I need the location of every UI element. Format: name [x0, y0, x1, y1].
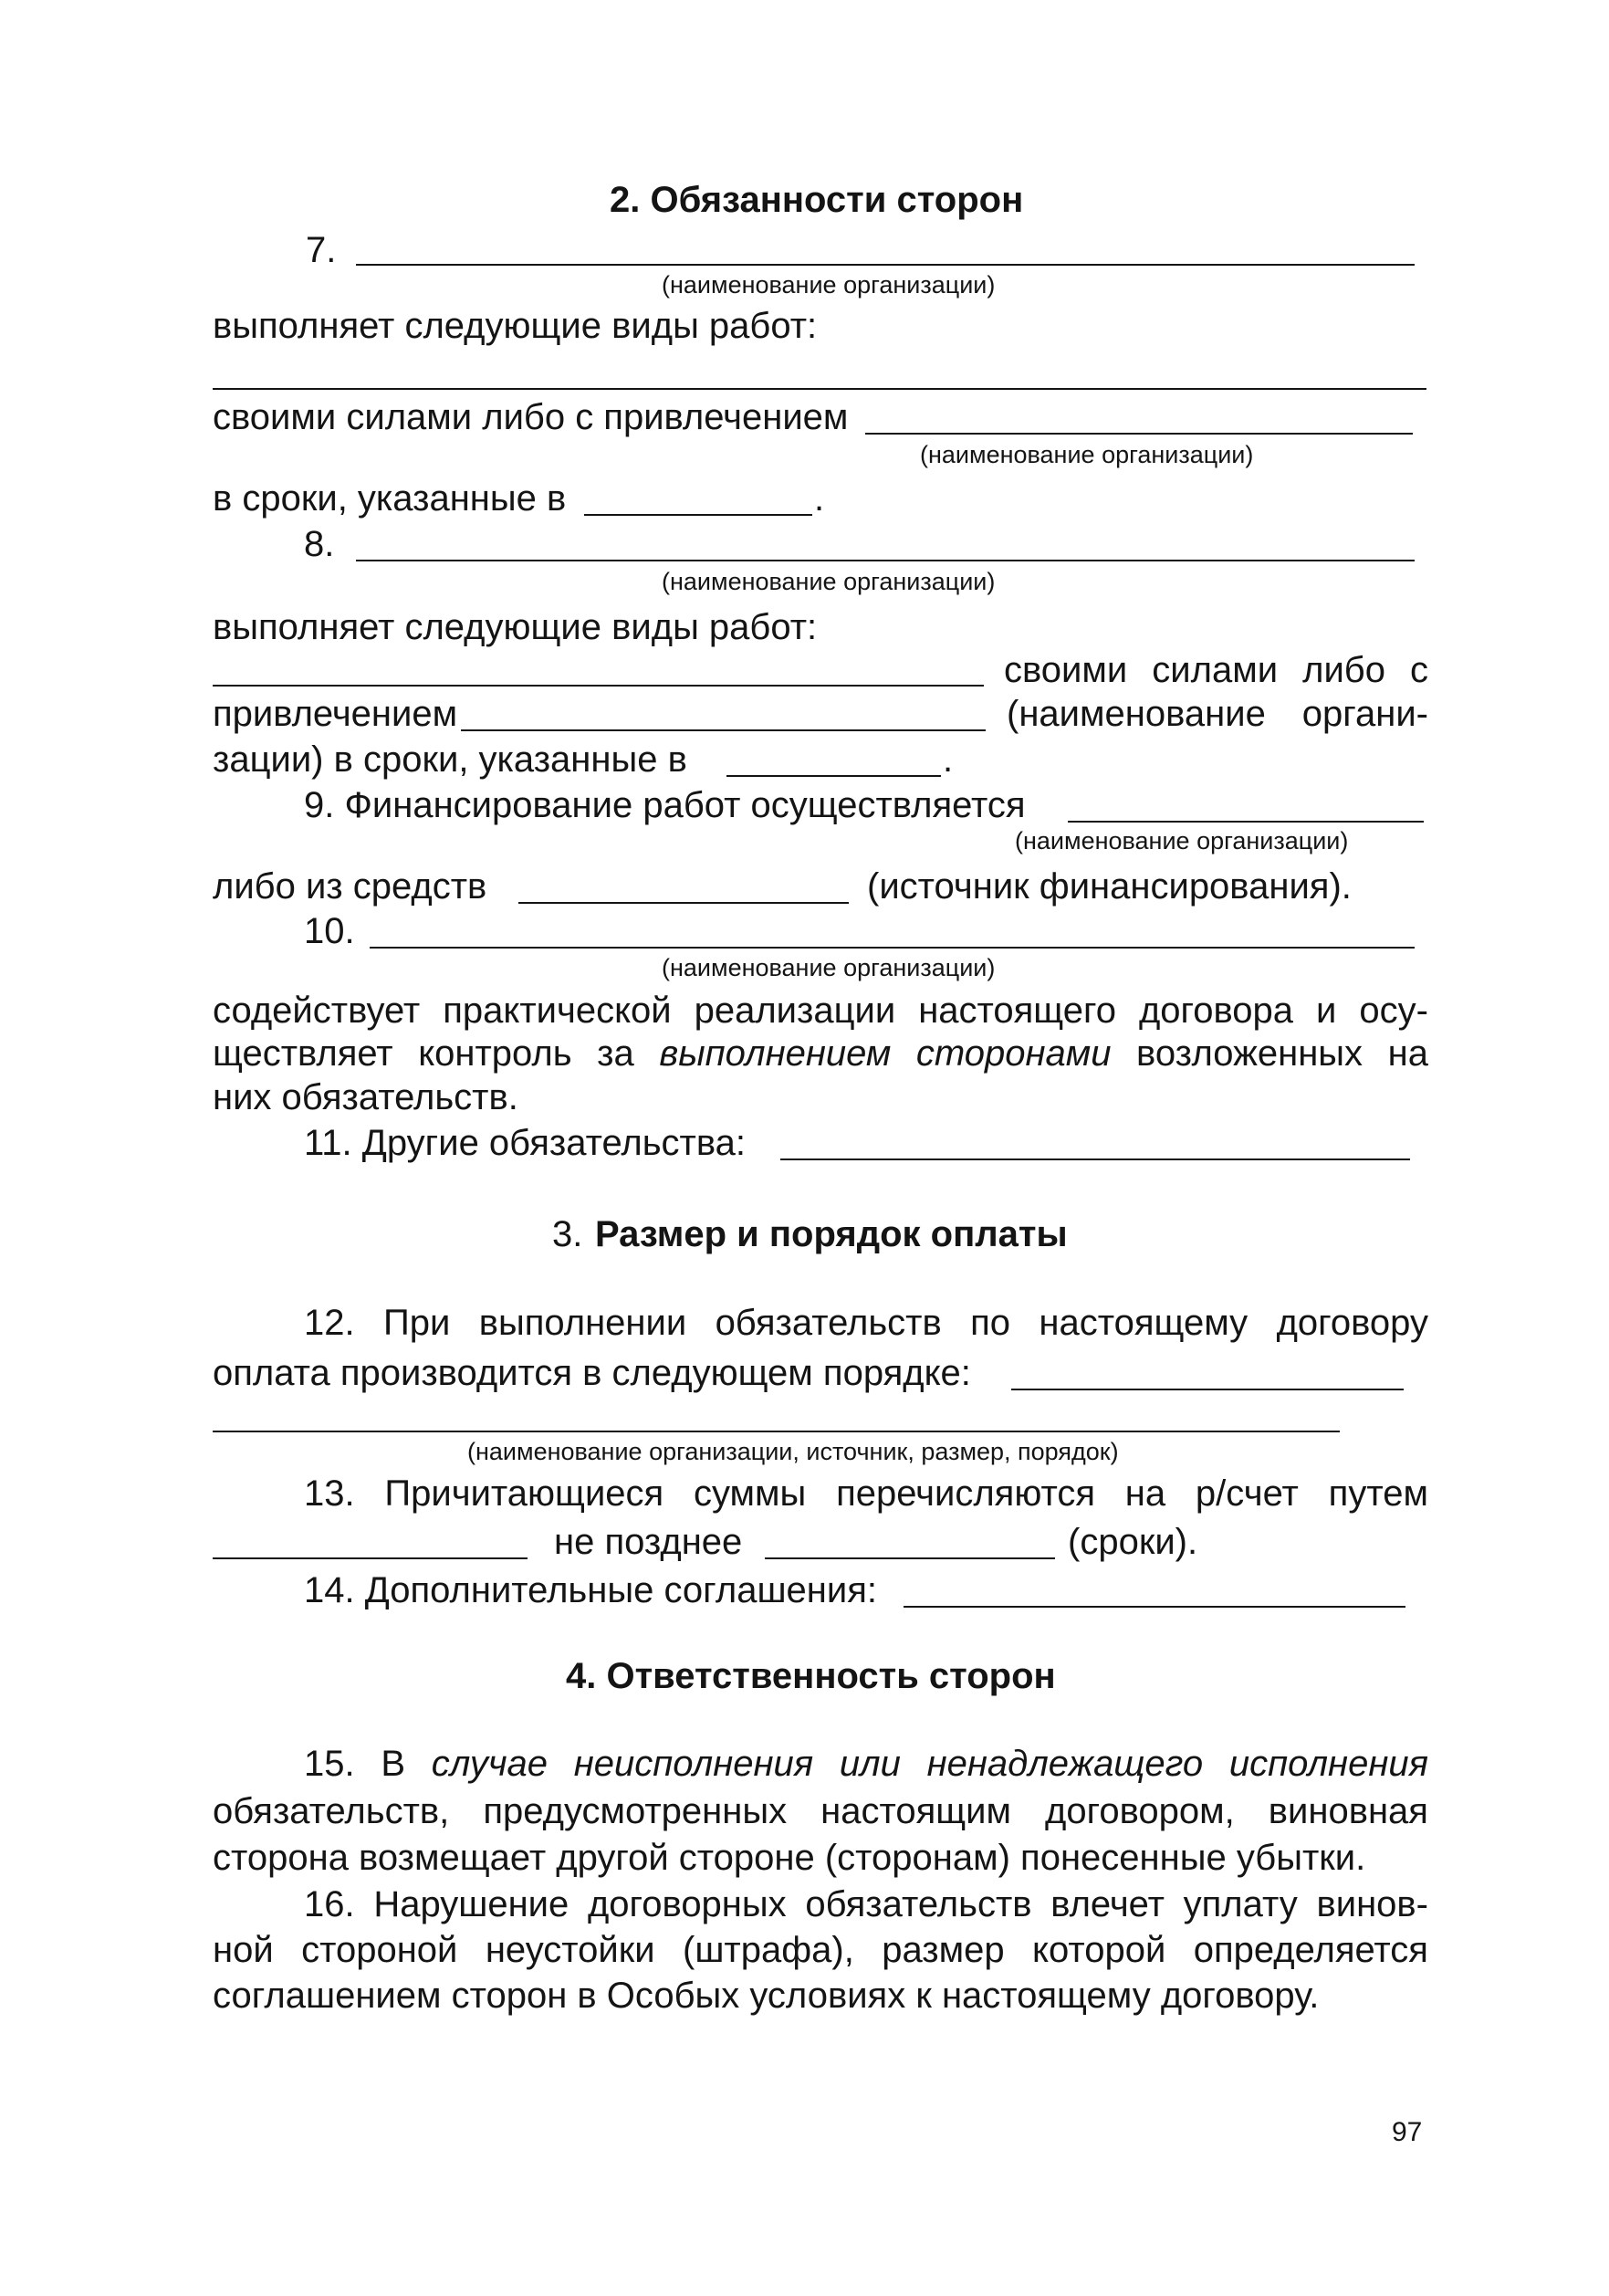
word: выполнении — [478, 1303, 687, 1343]
word: контроль — [418, 1033, 572, 1074]
word: влечет — [1050, 1884, 1165, 1924]
word: Нарушение — [373, 1884, 569, 1924]
item-14-blank — [904, 1606, 1405, 1608]
word: (штрафа), — [683, 1930, 854, 1970]
word: осу- — [1359, 991, 1428, 1031]
item-13-deadline-blank — [765, 1557, 1055, 1559]
word: р/счет — [1195, 1473, 1299, 1514]
word: виновная — [1268, 1791, 1428, 1831]
item-11-blank — [780, 1158, 1410, 1160]
word: размер — [882, 1930, 1005, 1970]
word: с — [1410, 650, 1428, 690]
word: договору — [1276, 1303, 1428, 1343]
item-13-text-2: не позднее — [554, 1522, 743, 1562]
item-9-org-blank — [1068, 821, 1424, 823]
section-2-title: 2. Обязанности сторон — [610, 180, 1024, 220]
word: исполнения — [1228, 1744, 1428, 1784]
item-10-number: 10. — [304, 911, 355, 951]
word: стороной — [301, 1930, 458, 1970]
word: неустойки — [485, 1930, 655, 1970]
item-8-org-blank — [356, 560, 1415, 561]
word: определяется — [1193, 1930, 1428, 1970]
item-13-method-blank — [213, 1557, 528, 1559]
word: 13. — [304, 1473, 355, 1514]
item-13-line-1 — [304, 1472, 1428, 1515]
item-15-line-1 — [304, 1742, 1428, 1786]
item-16-line-2 — [213, 1928, 1428, 1972]
item-16-line-1 — [304, 1882, 1428, 1926]
section-3-title: Размер и порядок оплаты — [595, 1214, 1068, 1254]
word: и — [1316, 991, 1337, 1031]
word: 15. — [304, 1744, 355, 1784]
item-8-text-2: привлечением — [213, 694, 458, 734]
section-3-number: 3. — [552, 1214, 583, 1254]
item-8-text-1: выполняет следующие виды работ: — [213, 607, 818, 647]
word: настоящему — [1039, 1303, 1249, 1343]
item-16-text-3: соглашением сторон в Особых условиях к настоящему договору. — [213, 1976, 1320, 2016]
item-12-order-blank — [1011, 1389, 1404, 1390]
word: обязательств — [715, 1303, 942, 1343]
item-12-text-2: оплата производится в следующем порядке: — [213, 1353, 971, 1393]
item-9-text-1: 9. Финансирование работ осуществляется — [304, 785, 1026, 825]
item-7-text-3: в сроки, указанные в — [213, 478, 567, 519]
item-12-line-1 — [304, 1301, 1428, 1345]
item-7-terms-blank — [584, 514, 812, 516]
word: суммы — [693, 1473, 807, 1514]
word: или — [839, 1744, 901, 1784]
item-7-caption: (наименование организации) — [662, 271, 996, 299]
item-8-works-blank — [213, 685, 984, 687]
word: обязательств — [805, 1884, 1032, 1924]
word: своими — [1004, 650, 1128, 690]
item-7-org-blank — [356, 264, 1415, 266]
word: предусмотренных — [483, 1791, 788, 1831]
word: неисполнения — [573, 1744, 814, 1784]
word: на — [1124, 1473, 1166, 1514]
word: уплату — [1183, 1884, 1298, 1924]
word: на — [1387, 1033, 1428, 1074]
item-7-text-1: выполняет следующие виды работ: — [213, 306, 818, 346]
item-12-caption: (наименование организации, источник, размер, порядок) — [467, 1438, 1119, 1465]
item-14-text: 14. Дополнительные соглашения: — [304, 1570, 878, 1610]
word: настоящего — [918, 991, 1116, 1031]
word: которой — [1032, 1930, 1166, 1970]
word: по — [970, 1303, 1011, 1343]
word: В — [381, 1744, 406, 1784]
section-4-title: 4. Ответственность сторон — [566, 1656, 1056, 1696]
word: реализации — [694, 991, 896, 1031]
word: случае — [431, 1744, 549, 1784]
item-8-line-2 — [1004, 648, 1428, 692]
word: путем — [1328, 1473, 1428, 1514]
item-8-text-4: зации) в сроки, указанные в — [213, 739, 687, 780]
item-8-contractor-blank — [461, 729, 986, 731]
item-8-dot: . — [943, 739, 954, 780]
item-15-text-3: сторона возмещает другой стороне (сторонам) понесенные убытки. — [213, 1838, 1366, 1878]
item-9-caption: (наименование организации) — [1015, 827, 1349, 854]
word: ной — [213, 1930, 274, 1970]
word: 12. — [304, 1303, 355, 1343]
item-12-details-blank — [213, 1431, 1340, 1432]
item-8-terms-blank — [726, 775, 941, 777]
item-9-text-3: (источник финансирования). — [867, 866, 1352, 907]
word: настоящим — [820, 1791, 1012, 1831]
item-10-org-blank — [370, 947, 1415, 949]
word: При — [382, 1303, 451, 1343]
word: Причитающиеся — [384, 1473, 664, 1514]
word: либо — [1302, 650, 1385, 690]
word: перечисляются — [836, 1473, 1095, 1514]
word: договором, — [1045, 1791, 1235, 1831]
item-11-text: 11. Другие обязательства: — [304, 1123, 747, 1163]
word: договорных — [587, 1884, 787, 1924]
item-15-line-2 — [213, 1789, 1428, 1833]
word: 16. — [304, 1884, 355, 1924]
word: винов- — [1316, 1884, 1428, 1924]
item-7-works-blank — [213, 388, 1426, 390]
item-9-funds-blank — [518, 902, 849, 904]
item-7-number: 7. — [306, 230, 337, 270]
item-7-contractor-blank — [865, 433, 1413, 435]
word: выполнением — [659, 1033, 892, 1074]
item-7-dot: . — [814, 478, 825, 519]
word: договора — [1138, 991, 1294, 1031]
item-8-text-3: (наименование органи- — [1007, 694, 1428, 734]
item-13-text-3: (сроки). — [1068, 1522, 1198, 1562]
item-10-line-2 — [213, 1032, 1428, 1075]
word: возложенных — [1136, 1033, 1363, 1074]
item-7-text-2: своими силами либо с привлечением — [213, 397, 849, 437]
item-8-number: 8. — [304, 524, 335, 564]
item-10-line-1 — [213, 989, 1428, 1033]
page-number: 97 — [1392, 2117, 1423, 2147]
word: ненадлежащего — [926, 1744, 1204, 1784]
item-7-caption-2: (наименование организации) — [920, 441, 1254, 468]
word: содействует — [213, 991, 421, 1031]
word: ществляет — [213, 1033, 393, 1074]
word: сторонами — [915, 1033, 1112, 1074]
word: обязательств, — [213, 1791, 450, 1831]
item-10-caption: (наименование организации) — [662, 954, 996, 981]
item-10-text-3: них обязательств. — [213, 1077, 518, 1117]
word: силами — [1152, 650, 1279, 690]
word: за — [597, 1033, 634, 1074]
word: практической — [443, 991, 672, 1031]
item-8-caption: (наименование организации) — [662, 568, 996, 595]
item-9-text-2: либо из средств — [213, 866, 487, 907]
